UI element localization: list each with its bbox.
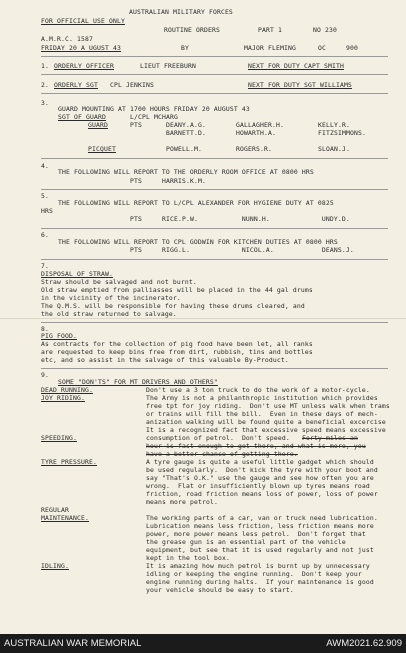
item-number: 6. <box>41 231 49 239</box>
body-line: Lubrication means less friction, less friction means more <box>146 522 374 530</box>
item-line: PTS RIGG.L. NICOL.A. DEANS.J. <box>130 246 354 254</box>
item-number: 5. <box>41 192 49 200</box>
subheading-idling: IDLING. <box>41 562 69 570</box>
divider <box>41 93 388 94</box>
body-line: say "That's O.K." use the gauge and see how often you are <box>146 474 374 482</box>
guard-name: HOWARTH.A. <box>236 129 276 137</box>
body-line: A tyre gauge is quite a useful little gadget which should <box>146 458 374 466</box>
body-line: power, more power means less petrol. Don't forget that <box>146 530 366 538</box>
body-line: friction, road friction means loss of power, loss of power <box>146 490 378 498</box>
body-line: free tpt for joy riding. Don't use MT unless walk when trams <box>146 402 390 410</box>
body-line: equipment, but see that it is used regularly and not just <box>146 546 374 554</box>
duty-label: ORDERLY SGT <box>54 81 98 89</box>
body-line: The Army is not a philanthropic institution which provides <box>146 394 378 402</box>
struck-text: Forty miles an <box>302 434 358 442</box>
guard-name: BARNETT.D. <box>166 129 206 137</box>
item-line: THE FOLLOWING WILL REPORT TO CPL GODWIN FOR KITCHEN DUTIES AT 0800 HRS <box>58 238 338 246</box>
body-line: wrong. Flat or insufficiently blown up tyres means road <box>146 482 370 490</box>
duty-number: 1. <box>41 62 49 70</box>
guard-number: 3. <box>41 99 49 107</box>
subheading-maintenance: MAINTENANCE. <box>41 514 89 522</box>
order-number: NO 230 <box>313 26 337 34</box>
body-line: anization walking will be found quite a beneficial excercise <box>146 418 386 426</box>
subheading-dead-running: DEAD RUNNING. <box>41 386 93 394</box>
body-line: Don't use a 3 ton truck to do the work of a motor-cycle. <box>146 386 370 394</box>
divider <box>41 74 388 75</box>
divider <box>41 322 388 323</box>
body-line: It is amazing how much petrol is burnt up by unnecessary <box>146 562 370 570</box>
authority-name: MAJOR FLEMING <box>244 44 296 52</box>
body-line: engine running during halts. If your maintenance is good <box>146 578 374 586</box>
duty-next: NEXT FOR DUTY CAPT SMITH <box>248 62 344 70</box>
body-line: your vehicle should be easy to start. <box>146 586 294 594</box>
picquet-name: ROGERS.R. <box>236 145 272 153</box>
divider <box>41 368 388 369</box>
subheading-tyre-pressure: TYRE PRESSURE. <box>41 458 97 466</box>
duty-next: NEXT FOR DUTY SGT WILLIAMS <box>248 81 352 89</box>
body-line: means more petrol. <box>146 498 218 506</box>
body-line: in the vicinity of the incinerator. <box>41 294 181 302</box>
archive-footer <box>0 634 406 653</box>
oc-label: OC <box>318 44 326 52</box>
guard-name: GALLAGHER.H. <box>236 121 284 129</box>
body-line: be used regularly. Don't kick the tyre with your boot and <box>146 466 378 474</box>
guard-name: KELLY.R. <box>318 121 350 129</box>
struck-text: hour is fast enough to get there, and what is more, you <box>146 442 366 450</box>
body-line: or trains will fill the bill. Even in these days of mech- <box>146 410 378 418</box>
item-number: 9. <box>41 371 49 379</box>
duty-number: 2. <box>41 81 49 89</box>
guard-pts: PTS <box>130 121 142 129</box>
archive-reference: AWM2021.62.909 <box>326 638 402 649</box>
guard-mounting: GUARD MOUNTING AT 1700 HOURS FRIDAY 20 AUGUST 43 <box>58 105 250 113</box>
item-number: 4. <box>41 162 49 170</box>
body-line: consumption of petrol. Don't speed. <box>146 434 290 442</box>
item-number: 8. <box>41 325 49 333</box>
duty-name: LIEUT FREEBURN <box>140 62 196 70</box>
body-line: the grease gun is an essential part of the vehicle <box>146 538 346 546</box>
body-line: are requested to keep bins free from dirt, rubbish, tins and bottles <box>41 348 313 356</box>
duty-name: CPL JENKINS <box>110 81 154 89</box>
item-line: THE FOLLOWING WILL REPORT TO L/CPL ALEXANDER FOR HYGIENE DUTY AT 0825 <box>58 199 334 207</box>
guard-name: FITZSIMMONS. <box>318 129 366 137</box>
item-line: THE FOLLOWING WILL REPORT TO THE ORDERLY ROOM OFFICE AT 0800 HRS <box>58 168 314 176</box>
body-line: kept in the tool box. <box>146 554 230 562</box>
section-heading: DISPOSAL OF STRAW. <box>41 270 113 278</box>
order-date: FRIDAY 20 A UGUST 43 <box>41 44 121 52</box>
divider <box>41 228 388 229</box>
divider <box>41 56 388 57</box>
body-line: the old straw returned to salvage. <box>41 310 177 318</box>
subheading-joy-riding: JOY RIDING. <box>41 394 85 402</box>
item-line: HRS <box>41 207 53 215</box>
divider <box>41 158 388 159</box>
section-heading: PIG FOOD. <box>41 332 77 340</box>
by-label: BY <box>181 44 189 52</box>
divider <box>41 189 388 190</box>
picquet-name: POWELL.M. <box>166 145 202 153</box>
subheading-speeding: SPEEDING. <box>41 434 77 442</box>
body-line: The working parts of a car, van or truck need lubrication. <box>146 514 378 522</box>
sgt-of-guard-name: L/CPL MCHARG <box>130 113 178 121</box>
body-line: The Q.M.S. will be responsible for having these drums cleared, and <box>41 302 305 310</box>
body-line: idling or keeping the engine running. Don't keep your <box>146 570 362 578</box>
unit-code: A.M.R.C. 1587 <box>41 35 93 43</box>
subheading-regular: REGULAR <box>41 506 69 514</box>
document-title: AUSTRALIAN MILITARY FORCES <box>129 8 233 16</box>
item-line: PTS HARRIS.K.M. <box>130 177 206 185</box>
body-line: etc, and so assist in the salvage of this valuable By-Product. <box>41 356 289 364</box>
body-line: Old straw emptied from palliasses will be placed in the 44 gal drums <box>41 286 313 294</box>
picquet-label: PICQUET <box>88 145 116 153</box>
oc-number: 900 <box>346 44 358 52</box>
routine-orders-label: ROUTINE ORDERS <box>164 26 220 34</box>
guard-label: GUARD <box>88 121 108 129</box>
body-line: As contracts for the collection of pig food have been let, all ranks <box>41 340 313 348</box>
section-heading: SOME "DON'TS" FOR MT DRIVERS AND OTHERS" <box>58 378 218 386</box>
picquet-name: SLOAN.J. <box>318 145 350 153</box>
item-number: 7. <box>41 262 49 270</box>
item-line: PTS RICE.P.W. NUNN.H. UNDY.D. <box>130 215 350 223</box>
body-line: It is a recognized fact that excessive speed means excessive <box>146 426 386 434</box>
duty-label: ORDERLY OFFICER <box>54 62 114 70</box>
divider <box>41 259 388 260</box>
body-line: Straw should be salvaged and not burnt. <box>41 278 197 286</box>
struck-text: have a better chance of getting there. <box>146 450 298 458</box>
sgt-of-guard-label: SGT OF GUARD <box>58 113 106 121</box>
guard-name: DEANY.A.G. <box>166 121 206 129</box>
part-label: PART 1 <box>258 26 282 34</box>
archive-credit: AUSTRALIAN WAR MEMORIAL <box>4 638 142 649</box>
security-classification: FOR OFFICIAL USE ONLY <box>41 17 125 25</box>
